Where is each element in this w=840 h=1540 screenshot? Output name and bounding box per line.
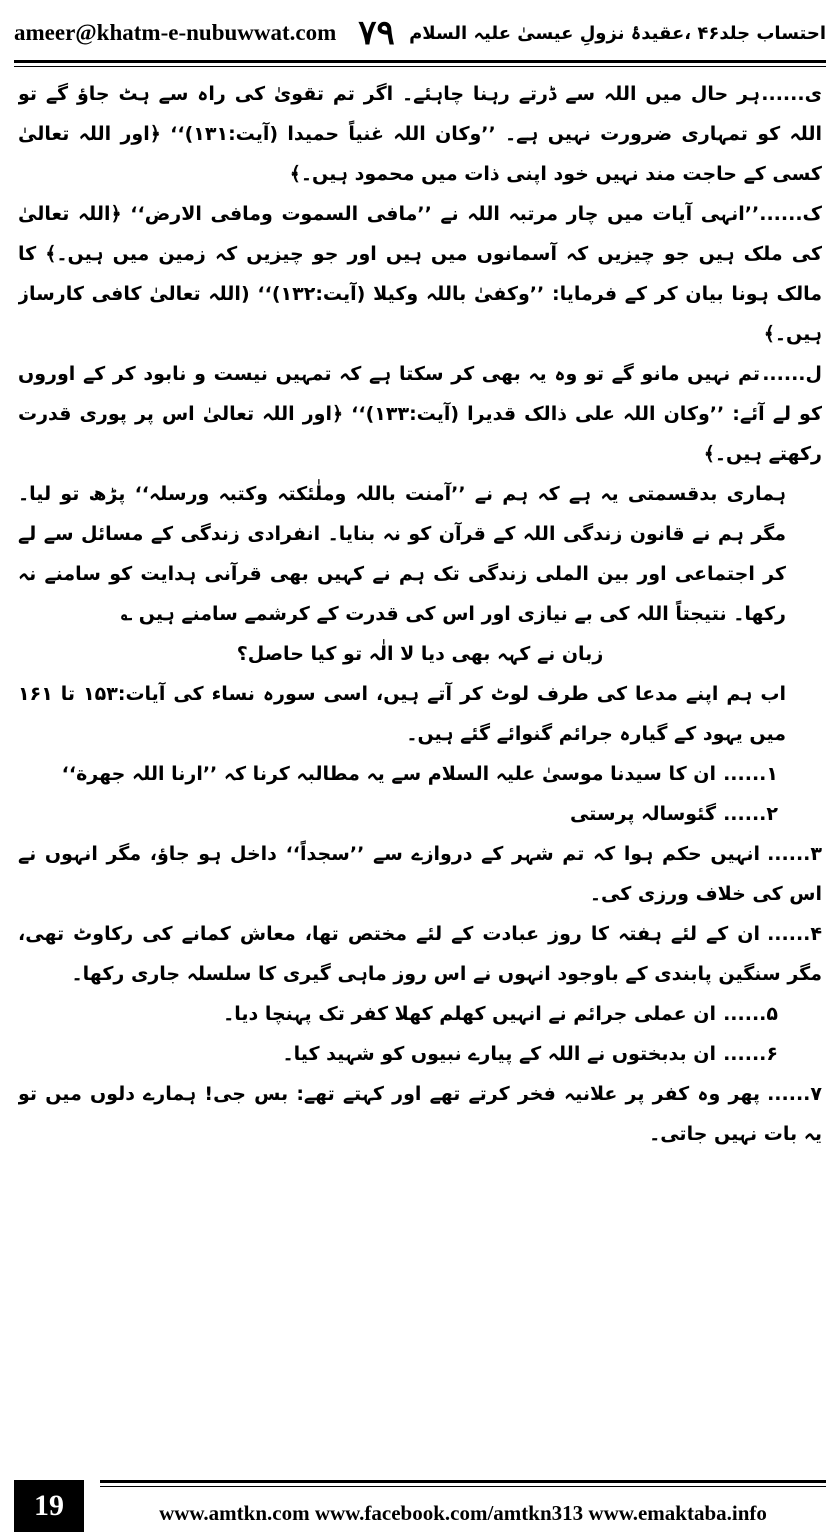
crime-text: ان کا سیدنا موسیٰ علیہ السلام سے یہ مطالبہ کرنا کہ ’’ارنا اللہ جهرة‘‘ <box>61 763 716 785</box>
crime-item-2 <box>18 794 822 834</box>
crime-marker: ۵...... <box>723 1003 778 1025</box>
crime-text: انہیں حکم ہوا کہ تم شہر کے دروازے سے ’’سجداً‘‘ داخل ہو جاؤ، مگر انہوں نے اس کی خلاف ورزی کی۔ <box>18 843 822 905</box>
paragraph-text: ’’انہی آیات میں چار مرتبہ اللہ نے ’’مافی السموت ومافی الارض‘‘ ﴿اللہ تعالیٰ کی ملک ہیں جو چیزیں کہ آسمانوں میں ہیں اور جو چیزیں کہ زمین میں ہیں۔﴾ کا مالک ہونا بیان کر کے فرمایا: ’’وکفیٰ باللہ وکیلا (آیت:۱۳۲)‘‘ (اللہ تعالیٰ کافی کارساز ہیں۔﴾ <box>18 203 822 345</box>
intro-paragraph: اب ہم اپنے مدعا کی طرف لوٹ کر آتے ہیں، اسی سورہ نساء کی آیات:۱۵۳ تا ۱۶۱ میں یہود کے گیارہ جرائم گنوائے گئے ہیں۔ <box>18 683 786 745</box>
paragraph-laam <box>18 354 822 474</box>
crime-marker: ۴...... <box>767 923 822 945</box>
paragraph-kaaf <box>18 194 822 354</box>
header-rule <box>14 60 826 63</box>
crime-marker: ۳...... <box>767 843 822 865</box>
paragraph-text: ہر حال میں اللہ سے ڈرتے رہنا چاہئے۔ اگر تم تقویٰ کی راہ سے ہٹ جاؤ گے تو اللہ کو تمہاری ضرورت نہیں ہے۔ ’’وکان اللہ غنیاً حمیدا (آیت:۱۳۱)‘‘ ﴿اور اللہ تعالیٰ کسی کے حاجت مند نہیں خود اپنی ذات میں محمود ہیں۔﴾ <box>18 83 822 185</box>
header-rule-thin <box>14 66 826 67</box>
crime-item-7 <box>18 1074 822 1154</box>
paragraph-yaa <box>18 74 822 194</box>
crime-item-3 <box>18 834 822 914</box>
page-body <box>18 74 822 1462</box>
header-email: ameer@khatm-e-nubuwwat.com <box>14 20 337 45</box>
crime-text: پھر وہ کفر پر علانیہ فخر کرتے تھے اور کہتے تھے: بس جی! ہمارے دلوں میں تو یہ بات نہیں جاتی۔ <box>18 1083 822 1145</box>
paragraph-marker: ک...... <box>759 203 822 225</box>
main-paragraph: ہماری بدقسمتی یہ ہے کہ ہم نے ’’آمنت باللہ وملٰئکتہ وکتبہ ورسلہ‘‘ پڑھ تو لیا۔ مگر ہم نے قانون زندگی اللہ کے قرآن کو نہ بنایا۔ انفرادی زندگی کے مسائل سے لے کر اجتماعی اور بین الملی زندگی تک ہم نے کہیں بھی قرآنی ہدایت کو سامنے نہ رکھا۔ نتیجتاً اللہ کی بے نیازی اور اس کی قدرت کے کرشمے سامنے ہیں ؎ <box>18 483 786 625</box>
paragraph-marker: ل...... <box>762 363 822 385</box>
page-header <box>14 8 826 58</box>
crime-marker: ۲...... <box>723 803 778 825</box>
footer-rule <box>100 1480 826 1483</box>
footer-rule-thin <box>100 1486 826 1487</box>
crime-text: گئوسالہ پرستی <box>569 803 716 825</box>
crime-item-4 <box>18 914 822 994</box>
crime-marker: ۱...... <box>723 763 778 785</box>
crime-text: ان کے لئے ہفتہ کا روز عبادت کے لئے مختص تھا، معاش کمانے کی رکاوٹ تھی، مگر سنگین پابندی کے باوجود انہوں نے اس روز ماہی گیری کا سلسلہ جاری رکھا۔ <box>18 923 822 985</box>
footer-links: www.amtkn.com www.facebook.com/amtkn313 www.emaktaba.info <box>159 1500 767 1525</box>
footer-page-number: 19 <box>14 1480 84 1532</box>
crime-item-5 <box>18 994 822 1034</box>
header-page-number: ۷۹ <box>358 15 395 52</box>
crime-text: ان بدبختوں نے اللہ کے پیارے نبیوں کو شہید کیا۔ <box>282 1043 716 1065</box>
crime-item-6 <box>18 1034 822 1074</box>
crime-item-1 <box>18 754 822 794</box>
crime-marker: ۶...... <box>723 1043 778 1065</box>
paragraph-marker: ی...... <box>761 83 822 105</box>
header-running-title: احتساب جلد۴۶ ،عقیدۂ نزولِ عیسیٰ علیہ السلام <box>409 22 826 44</box>
crime-text: ان عملی جرائم نے انہیں کھلم کھلا کفر تک پہنچا دیا۔ <box>223 1003 716 1025</box>
verse-line: زبان نے کہہ بھی دیا لا الٰہ تو کیا حاصل؟ <box>236 643 604 665</box>
paragraph-text: تم نہیں مانو گے تو وہ یہ بھی کر سکتا ہے کہ تمہیں نیست و نابود کر کے اوروں کو لے آئے: ’’وکان اللہ علی ذالک قدیرا (آیت:۱۳۳)‘‘ ﴿اور اللہ تعالیٰ اس پر پوری قدرت رکھتے ہیں۔﴾ <box>18 363 822 465</box>
crime-marker: ۷...... <box>767 1083 822 1105</box>
